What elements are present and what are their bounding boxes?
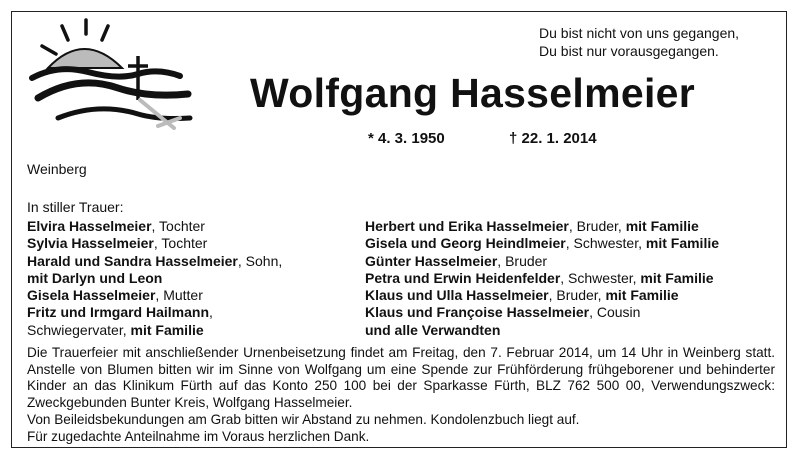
condolence-paragraph: Von Beileidsbekundungen am Grab bitten wir Abstand zu nehmen. Kondolenzbuch liegt auf. bbox=[27, 411, 580, 427]
quote-line: Du bist nur vorausgegangen. bbox=[539, 43, 719, 59]
thanks-paragraph: Für zugedachte Anteilnahme im Voraus herzlichen Dank. bbox=[27, 428, 370, 444]
mourner-line: Sylvia Hasselmeier, Tochter bbox=[27, 235, 208, 252]
mourner-line: Gisela und Georg Heindlmeier, Schwester, mit Familie bbox=[365, 235, 720, 252]
mourner-line: Harald und Sandra Hasselmeier, Sohn, bbox=[27, 252, 283, 269]
mourner-line: Schwiegervater, mit Familie bbox=[27, 321, 204, 338]
funeral-paragraph: Die Trauerfeier mit anschließender Urnenbeisetzung findet am Freitag, den 7. Februar 2014, um 14 Uhr in Weinberg statt. Anstelle von Blumen bitten wir im Sinne von Wolfgang um eine Spende zur Frühförderung frühgeborener und behinderter Kinder an das Klinikum Fürth auf das Konto 250 100 bei der Sparkasse Fürth, BLZ 762 500 00, Verwendungszweck: Zweckgebunden Bunter Kreis, Wolfgang Hasselmeier. bbox=[27, 345, 775, 411]
mourner-line: Klaus und Ulla Hasselmeier, Bruder, mit Familie bbox=[365, 287, 679, 304]
deceased-name: Wolfgang Hasselmeier bbox=[250, 70, 695, 116]
mourner-line: Günter Hasselmeier, Bruder bbox=[365, 252, 548, 269]
mourners-right-column bbox=[365, 218, 719, 339]
mourners-intro: In stiller Trauer: bbox=[27, 199, 124, 215]
mourners-left-column bbox=[27, 218, 282, 339]
quote-line: Du bist nicht von uns gegangen, bbox=[539, 25, 740, 41]
mourner-line: Petra und Erwin Heidenfelder, Schwester, mit Familie bbox=[365, 269, 714, 286]
mourner-line: mit Darlyn und Leon bbox=[27, 269, 163, 286]
mourner-line: und alle Verwandten bbox=[365, 321, 501, 338]
birth-date: * 4. 3. 1950 bbox=[368, 130, 445, 147]
place-name: Weinberg bbox=[27, 161, 87, 177]
mourner-line: Gisela Hasselmeier, Mutter bbox=[27, 287, 203, 304]
memorial-quote bbox=[539, 24, 739, 60]
mourner-line: Fritz und Irmgard Hailmann, bbox=[27, 304, 213, 321]
mourner-line: Klaus und Françoise Hasselmeier, Cousin bbox=[365, 304, 641, 321]
mourner-line: Elvira Hasselmeier, Tochter bbox=[27, 218, 205, 234]
sunset-hills-cross-icon bbox=[18, 18, 198, 136]
funeral-details bbox=[27, 345, 775, 445]
mourner-line: Herbert und Erika Hasselmeier, Bruder, mit Familie bbox=[365, 218, 699, 234]
death-date: † 22. 1. 2014 bbox=[509, 130, 597, 147]
